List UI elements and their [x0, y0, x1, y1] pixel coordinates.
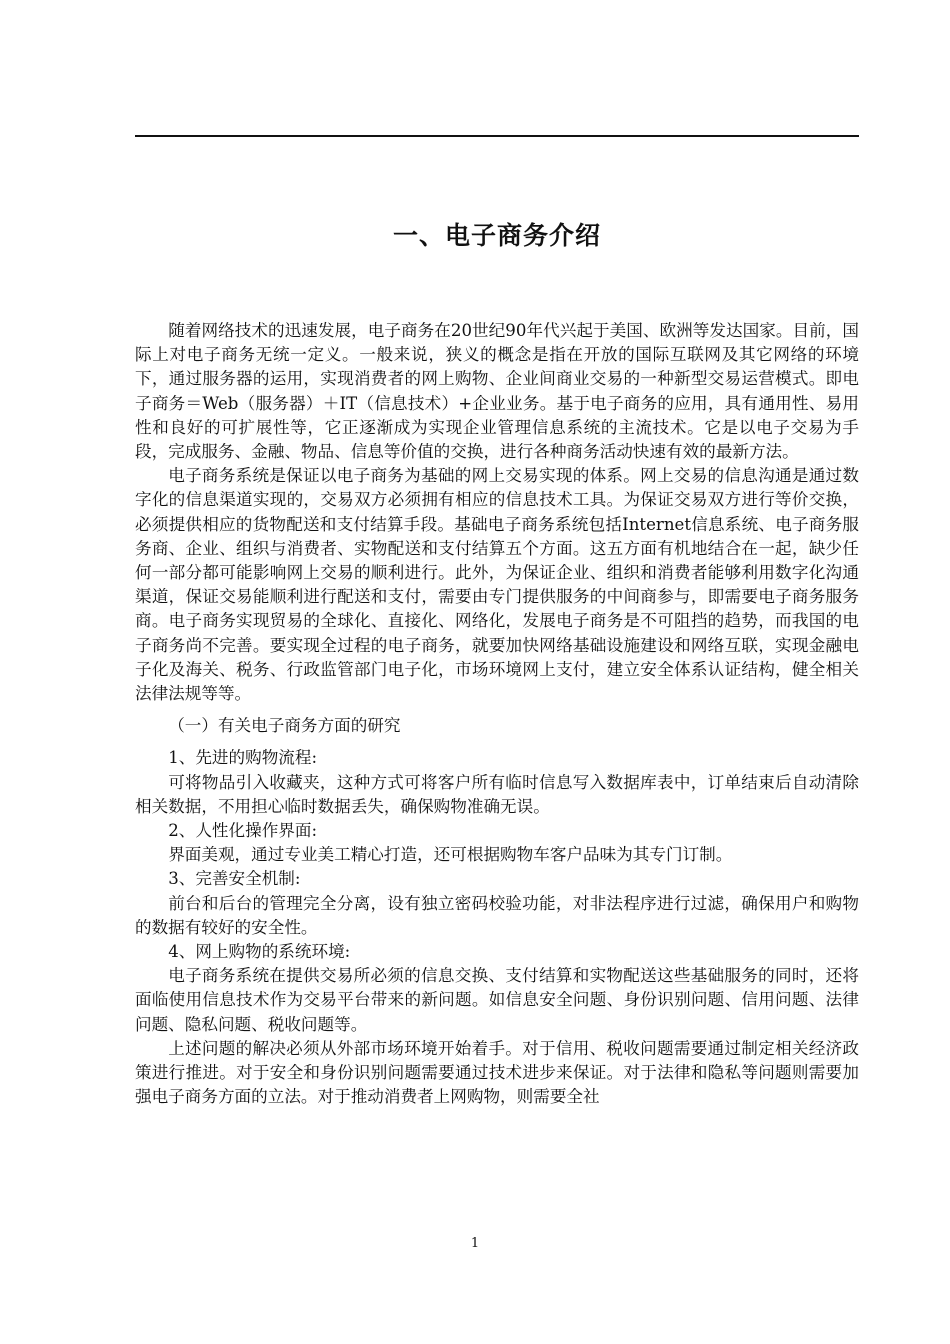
list-item-body-3: 前台和后台的管理完全分离，设有独立密码校验功能，对非法程序进行过滤，确保用户和购物的数据有较好的安全性。 — [135, 893, 859, 937]
paragraph-system: 电子商务系统是保证以电子商务为基础的网上交易实现的体系。网上交易的信息沟通是通过数字化的信息渠道实现的，交易双方必须拥有相应的信息技术工具。为保证交易双方进行等价交换，必须提供相应的货物配送和支付结算手段。基础电子商务系统包括Internet信息系统、电子商务服务商、企业、组织与消费者、实物配送和支付结算五个方面。这五方面有机地结合在一起，缺少任何一部分都可能影响网上交易的顺利进行。此外，为保证企业、组织和消费者能够利用数字化沟通渠道，保证交易能顺利进行配送和支付，需要由专门提供服务的中间商参与，即需要电子商务服务商。电子商务实现贸易的全球化、直接化、网络化，发展电子商务是不可阻挡的趋势，而我国的电子商务尚不完善。要实现全过程的电子商务，就要加快网络基础设施建设和网络互联，实现金融电子化及海关、税务、行政监管部门电子化，市场环境网上支付，建立安全体系认证结构，健全相关法律法规等等。 — [135, 466, 859, 704]
list-item-heading-2: 2、人性化操作界面: — [168, 821, 318, 841]
paragraph-solutions: 上述问题的解决必须从外部市场环境开始着手。对于信用、税收问题需要通过制定相关经济政策进行推进。对于安全和身份识别问题需要通过技术进步来保证。对于法律和隐私等问题则需要加强电子商务方面的立法。对于推动消费者上网购物，则需要全社 — [135, 1038, 859, 1107]
list-item-body-1: 可将物品引入收藏夹，这种方式可将客户所有临时信息写入数据库表中，订单结束后自动清除相关数据，不用担心临时数据丢失，确保购物准确无误。 — [135, 772, 859, 816]
subsection-heading: （一）有关电子商务方面的研究 — [168, 716, 401, 736]
list-item-body-2: 界面美观，通过专业美工精心打造，还可根据购物车客户品味为其专门订制。 — [168, 845, 733, 865]
list-item-heading-3: 3、完善安全机制: — [168, 869, 301, 889]
page-number: 1 — [470, 1236, 480, 1251]
header-rule — [135, 135, 859, 137]
list-item-heading-4: 4、网上购物的系统环境: — [168, 942, 351, 962]
document-body — [135, 319, 859, 1110]
paragraph-intro: 随着网络技术的迅速发展，电子商务在20世纪90年代兴起于美国、欧洲等发达国家。目前，国际上对电子商务无统一定义。一般来说，狭义的概念是指在开放的国际互联网及其它网络的环境下，通过服务器的运用，实现消费者的网上购物、企业间商业交易的一种新型交易运营模式。即电子商务＝Web（服务器）＋IT（信息技术）+企业业务。基于电子商务的应用，具有通用性、易用性和良好的可扩展性等，它正逐渐成为实现企业管理信息系统的主流技术。它是以电子交易为手段，完成服务、金融、物品、信息等价值的交换，进行各种商务活动快速有效的最新方法。 — [135, 321, 859, 462]
list-item-body-4: 电子商务系统在提供交易所必须的信息交换、支付结算和实物配送这些基础服务的同时，还将面临使用信息技术作为交易平台带来的新问题。如信息安全问题、身份识别问题、信用问题、法律问题、隐私问题、税收问题等。 — [135, 966, 859, 1034]
section-title: 一、电子商务介绍 — [392, 221, 601, 250]
list-item-heading-1: 1、先进的购物流程: — [168, 748, 318, 768]
